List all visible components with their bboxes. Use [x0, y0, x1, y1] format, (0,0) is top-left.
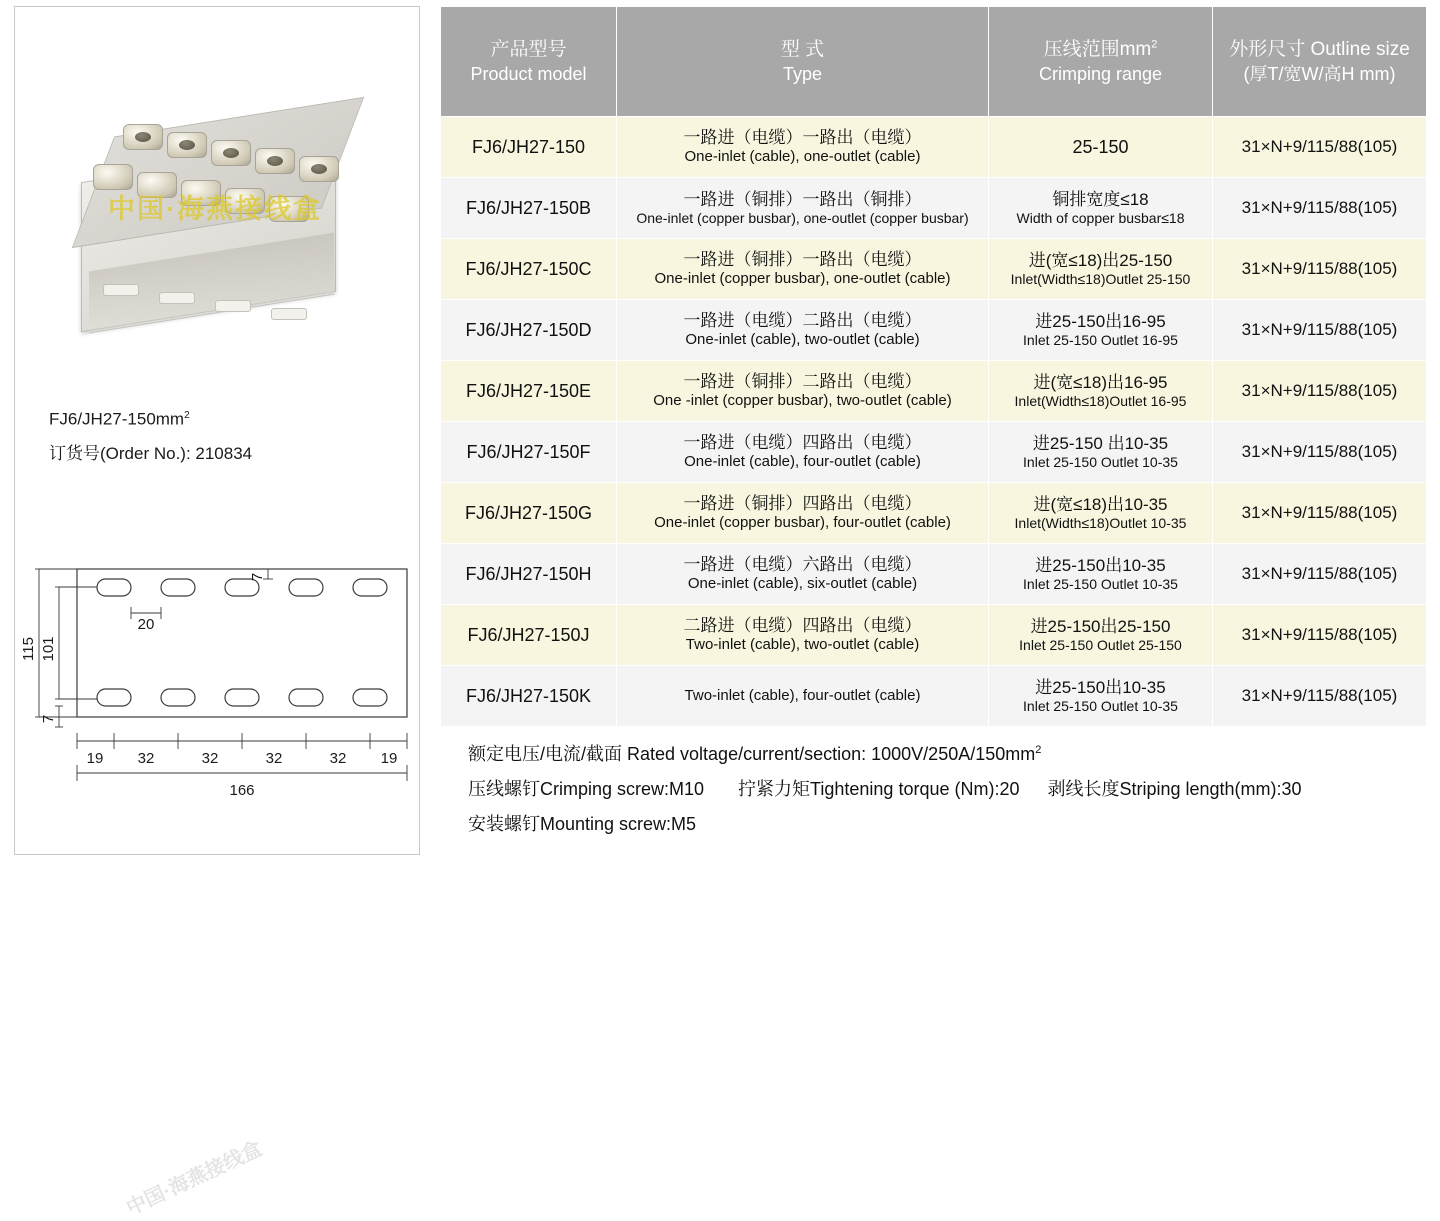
specification-table [440, 6, 1427, 727]
cell-crimping-range: 铜排宽度≤18 Width of copper busbar≤18 [989, 178, 1213, 239]
cell-crimping-range: 进(宽≤18)出10-35 Inlet(Width≤18)Outlet 10-35 [989, 483, 1213, 544]
cell-outline-size: 31×N+9/115/88(105) [1213, 239, 1427, 300]
photo-watermark: 中国·海燕接线盒 [108, 194, 322, 224]
dim-height-outer: 115 [20, 637, 37, 661]
table-row [441, 666, 1427, 727]
cell-type: 二路进（电缆）四路出（电缆） Two-inlet (cable), two-outlet (cable) [617, 605, 989, 666]
table-row [441, 178, 1427, 239]
cell-crimping-range: 进(宽≤18)出25-150 Inlet(Width≤18)Outlet 25-150 [989, 239, 1213, 300]
dim-width-5: 32 [329, 750, 347, 767]
table-header-row [441, 7, 1427, 117]
footnote-screw-torque: 压线螺钉Crimping screw:M10 拧紧力矩Tightening torque (Nm):20 剥线长度Striping length(mm):30 [468, 779, 1302, 800]
cell-product-model: FJ6/JH27-150 [441, 117, 617, 178]
dim-width-1: 19 [86, 750, 104, 767]
screw-hole [179, 140, 195, 150]
product-caption [49, 399, 252, 471]
mounting-slot [271, 308, 307, 320]
product-photo [15, 47, 421, 347]
dim-offset-top: 7 [249, 572, 266, 582]
cell-product-model: FJ6/JH27-150B [441, 178, 617, 239]
cell-product-model: FJ6/JH27-150H [441, 544, 617, 605]
cell-crimping-range: 进25-150出10-35 Inlet 25-150 Outlet 10-35 [989, 544, 1213, 605]
dim-height-inner: 101 [40, 636, 57, 662]
terminal-block-illustration [63, 102, 363, 332]
terminal-cap [181, 180, 221, 206]
cell-outline-size: 31×N+9/115/88(105) [1213, 422, 1427, 483]
terminal-cap [93, 164, 133, 190]
footnote-rated-values: 额定电压/电流/截面 Rated voltage/current/section: $1000V/250A/150mm^2$ [468, 744, 1042, 764]
dim-offset-bottom: 7 [40, 714, 57, 724]
cell-crimping-range: 进25-150出10-35 Inlet 25-150 Outlet 10-35 [989, 666, 1213, 727]
cell-product-model: FJ6/JH27-150C [441, 239, 617, 300]
dim-width-4: 32 [265, 750, 283, 767]
terminal-cap [225, 188, 265, 214]
dim-width-6: 19 [380, 750, 398, 767]
mounting-slot [103, 284, 139, 296]
dimension-drawing [15, 537, 421, 1220]
screw-hole [135, 132, 151, 142]
dimension-drawing-svg [15, 537, 421, 837]
header-outline-size-en: (厚T/宽W/高H mm) [1243, 64, 1396, 85]
header-type-cn: 型 式 [780, 38, 825, 60]
cell-type: 一路进（电缆）六路出（电缆） One-inlet (cable), six-outlet (cable) [617, 544, 989, 605]
specification-table-wrapper [440, 6, 1426, 842]
cell-product-model: FJ6/JH27-150K [441, 666, 617, 727]
cell-type: 一路进（铜排）二路出（电缆） One -inlet (copper busbar), two-outlet (cable) [617, 361, 989, 422]
cell-type: 一路进（电缆）一路出（电缆） One-inlet (cable), one-outlet (cable) [617, 117, 989, 178]
cell-type: 一路进（电缆）四路出（电缆） One-inlet (cable), four-outlet (cable) [617, 422, 989, 483]
cell-type: Two-inlet (cable), four-outlet (cable) [617, 666, 989, 727]
table-row [441, 361, 1427, 422]
cell-crimping-range: 进25-150 出10-35 Inlet 25-150 Outlet 10-35 [989, 422, 1213, 483]
cell-type: 一路进（电缆）二路出（电缆） One-inlet (cable), two-outlet (cable) [617, 300, 989, 361]
dim-width-3: 32 [201, 750, 219, 767]
dim-width-2: 32 [137, 750, 155, 767]
cell-type: 一路进（铜排）一路出（电缆） One-inlet (copper busbar), one-outlet (cable) [617, 239, 989, 300]
cell-outline-size: 31×N+9/115/88(105) [1213, 178, 1427, 239]
dim-total-width: 166 [229, 782, 255, 799]
cell-crimping-range: 25-150 [989, 117, 1213, 178]
cell-crimping-range: 进25-150出16-95 Inlet 25-150 Outlet 16-95 [989, 300, 1213, 361]
screw-hole [267, 156, 283, 166]
header-outline-size [1213, 7, 1427, 117]
header-type-en: Type [782, 64, 823, 85]
header-product-model [441, 7, 617, 117]
cell-product-model: FJ6/JH27-150E [441, 361, 617, 422]
header-product-model-cn: 产品型号 [490, 38, 567, 60]
cell-outline-size: 31×N+9/115/88(105) [1213, 117, 1427, 178]
table-row [441, 117, 1427, 178]
mounting-slot [215, 300, 251, 312]
table-row [441, 605, 1427, 666]
drawing-watermark: 中国·海燕接线盒 [123, 1137, 266, 1220]
screw-hole [223, 148, 239, 158]
dim-hole-pitch: 20 [137, 616, 155, 633]
terminal-cap [269, 196, 309, 222]
product-panel [14, 6, 420, 1220]
superscript-2: 2 [184, 410, 190, 421]
cell-outline-size: 31×N+9/115/88(105) [1213, 544, 1427, 605]
order-number-label: 订货号(Order No.): 210834 [49, 443, 253, 463]
header-type [617, 7, 989, 117]
cell-crimping-range: 进25-150出25-150 Inlet 25-150 Outlet 25-150 [989, 605, 1213, 666]
cell-outline-size: 31×N+9/115/88(105) [1213, 483, 1427, 544]
header-crimping-range-cn: 压线范围$mm^2$ [1043, 38, 1158, 60]
cell-product-model: FJ6/JH27-150G [441, 483, 617, 544]
cell-product-model: FJ6/JH27-150J [441, 605, 617, 666]
table-row [441, 483, 1427, 544]
cell-outline-size: 31×N+9/115/88(105) [1213, 666, 1427, 727]
cell-outline-size: 31×N+9/115/88(105) [1213, 605, 1427, 666]
screw-hole [311, 164, 327, 174]
footnote-mounting-screw: 安装螺钉Mounting screw:M5 [468, 814, 697, 835]
cell-type: 一路进（铜排）一路出（铜排） One-inlet (copper busbar), one-outlet (copper busbar) [617, 178, 989, 239]
header-crimping-range [989, 7, 1213, 117]
cell-product-model: FJ6/JH27-150D [441, 300, 617, 361]
table-row [441, 300, 1427, 361]
cell-product-model: FJ6/JH27-150F [441, 422, 617, 483]
product-model-label: $FJ6/JH27-150mm^2$ [49, 409, 190, 429]
table-row [441, 422, 1427, 483]
cell-outline-size: 31×N+9/115/88(105) [1213, 361, 1427, 422]
cell-type: 一路进（铜排）四路出（电缆） One-inlet (copper busbar), four-outlet (cable) [617, 483, 989, 544]
cell-outline-size: 31×N+9/115/88(105) [1213, 300, 1427, 361]
terminal-cap [137, 172, 177, 198]
mounting-slot [159, 292, 195, 304]
cell-crimping-range: 进(宽≤18)出16-95 Inlet(Width≤18)Outlet 16-95 [989, 361, 1213, 422]
table-row [441, 544, 1427, 605]
header-product-model-en: Product model [470, 64, 587, 85]
table-row [441, 239, 1427, 300]
header-crimping-range-en: Crimping range [1038, 64, 1163, 85]
table-footnotes [440, 731, 1426, 842]
header-outline-size-cn: 外形尺寸 Outline size [1229, 38, 1410, 60]
